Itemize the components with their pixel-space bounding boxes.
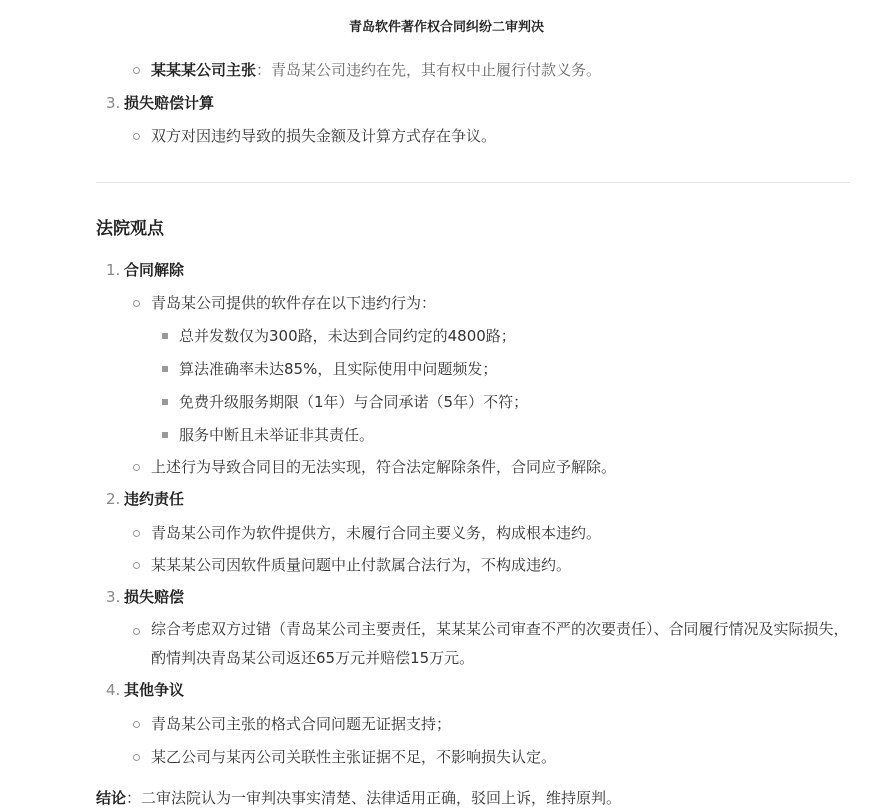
point-sub: 青岛某公司作为软件提供方，未履行合同主要义务，构成根本违约。: [151, 524, 602, 542]
point-sub: 上述行为导致合同目的无法实现，符合法定解除条件，合同应予解除。: [151, 458, 617, 476]
bullet-circle: [133, 133, 140, 140]
list-number: 4.: [106, 681, 121, 699]
point-heading: 损失赔偿: [124, 588, 185, 606]
claim-text: 青岛某公司违约在先，其有权中止履行付款义务。: [271, 61, 602, 79]
list-number: 3.: [106, 94, 121, 112]
list-number: 1.: [106, 261, 121, 279]
point-sub: 综合考虑双方过错（青岛某公司主要责任，某某某公司审查不严的次要责任）、合同履行情况及实际损失，酌情判决青岛某公司返还65万元并赔偿15万元。: [151, 620, 849, 667]
detail-item: 免费升级服务期限（1年）与合同承诺（5年）不符；: [179, 393, 529, 411]
bullet-circle: [133, 562, 140, 569]
bullet-circle: [133, 628, 140, 635]
bullet-square: [162, 432, 168, 438]
claim-label: 某某某公司主张: [151, 61, 257, 79]
bullet-circle: [133, 67, 140, 74]
conclusion-text: 二审法院认为一审判决事实清楚、法律适用正确，驳回上诉，维持原判。: [141, 789, 622, 807]
point-sub: 青岛某公司主张的格式合同问题无证据支持；: [151, 715, 452, 733]
section-heading: 法院观点: [96, 219, 164, 239]
conclusion-label: 结论: [96, 789, 127, 807]
point-heading: 合同解除: [124, 261, 185, 279]
point-sub: 某乙公司与某丙公司关联性主张证据不足，不影响损失认定。: [151, 748, 557, 766]
bullet-circle: [133, 464, 140, 471]
point-heading: 其他争议: [124, 681, 185, 699]
conclusion: [96, 787, 621, 809]
bullet-circle: [133, 300, 140, 307]
detail-item: 服务中断且未举证非其责任。: [179, 426, 375, 444]
detail-item: 算法准确率未达85%，且实际使用中问题频发；: [179, 360, 498, 378]
list-number: 2.: [106, 490, 121, 508]
detail-item: 总并发数仅为300路，未达到合同约定的4800路；: [179, 327, 516, 345]
point-sub: 某某某公司因软件质量问题中止付款属合法行为，不构成违约。: [151, 556, 572, 574]
conclusion-sep: ：: [126, 789, 142, 807]
bullet-square: [162, 399, 168, 405]
bullet-square: [162, 366, 168, 372]
page-title: 青岛软件著作权合同纠纷二审判决: [348, 20, 544, 35]
party-claim: [151, 59, 601, 81]
bullet-circle: [133, 721, 140, 728]
bullet-square: [162, 333, 168, 339]
point-heading: 损失赔偿计算: [124, 94, 215, 112]
claim-sep: ：: [256, 61, 272, 79]
divider: [96, 182, 850, 183]
bullet-circle: [133, 754, 140, 761]
point-sub: 双方对因违约导致的损失金额及计算方式存在争议。: [151, 127, 497, 145]
point-heading: 违约责任: [124, 490, 185, 508]
list-number: 3.: [106, 588, 121, 606]
bullet-circle: [133, 530, 140, 537]
point-sub: 青岛某公司提供的软件存在以下违约行为：: [151, 294, 437, 312]
